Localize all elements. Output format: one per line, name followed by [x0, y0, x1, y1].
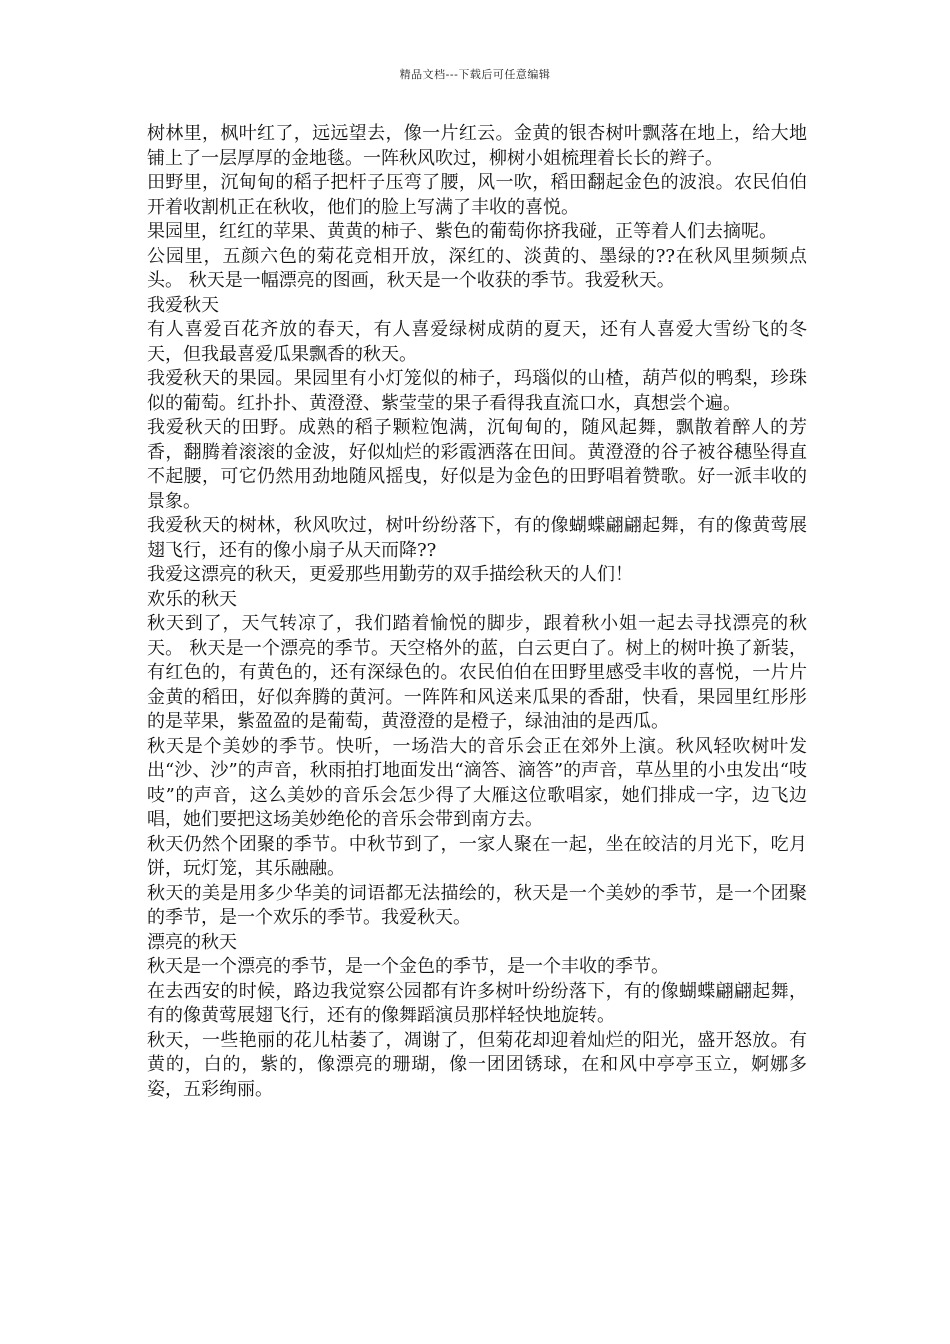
section-title: 我爱秋天 [147, 294, 219, 316]
section-title: 漂亮的秋天 [147, 931, 237, 953]
paragraph: 田野里，沉甸甸的稻子把杆子压弯了腰，风一吹，稻田翻起金色的波浪。农民伯伯开着收割机正在秋收，他们的脸上写满了丰收的喜悦。 [147, 172, 807, 218]
paragraph: 我爱秋天的果园。果园里有小灯笼似的柿子，玛瑙似的山楂，葫芦似的鸭梨，珍珠似的葡萄。红扑扑、黄澄澄、紫莹莹的果子看得我直流口水，真想尝个遍。 [147, 368, 807, 414]
paragraph: 秋天是个美妙的季节。快听，一场浩大的音乐会正在郊外上演。秋风轻吹树叶发出“沙、沙”的声音，秋雨拍打地面发出“滴答、滴答”的声音，草丛里的小虫发出“吱吱”的声音，这么美妙的音乐会怎少得了大雁这位歌唱家，她们排成一字，边飞边唱，她们要把这场美妙绝伦的音乐会带到南方去。 [147, 735, 807, 830]
paragraph: 我爱这漂亮的秋天，更爱那些用勤劳的双手描绘秋天的人们！ [147, 564, 633, 585]
page-header: 精品文档---下载后可任意编辑 [399, 68, 551, 81]
section-title: 欢乐的秋天 [147, 588, 237, 610]
paragraph: 秋天，一些艳丽的花儿枯萎了，凋谢了，但菊花却迎着灿烂的阳光，盛开怒放。有黄的，白的，紫的，像漂亮的珊瑚，像一团团锈球，在和风中亭亭玉立，婀娜多姿，五彩绚丽。 [147, 1029, 807, 1100]
paragraph: 树林里，枫叶红了，远远望去，像一片红云。金黄的银杏树叶飘落在地上，给大地铺上了一层厚厚的金地毯。一阵秋风吹过，柳树小姐梳理着长长的辫子。 [147, 123, 807, 169]
paragraph: 公园里，五颜六色的菊花竞相开放，深红的、淡黄的、墨绿的??在秋风里频频点头。 秋天是一幅漂亮的图画，秋天是一个收获的季节。我爱秋天。 [147, 245, 807, 291]
paragraph: 我爱秋天的树林，秋风吹过，树叶纷纷落下，有的像蝴蝶翩翩起舞，有的像黄莺展翅飞行，还有的像小扇子从天而降?? [147, 515, 807, 561]
paragraph: 有人喜爱百花齐放的春天，有人喜爱绿树成荫的夏天，还有人喜爱大雪纷飞的冬天，但我最喜爱瓜果飘香的秋天。 [147, 319, 807, 365]
paragraph: 秋天是一个漂亮的季节，是一个金色的季节，是一个丰收的季节。 [147, 956, 669, 977]
paragraph: 秋天仍然个团聚的季节。中秋节到了，一家人聚在一起，坐在皎洁的月光下，吃月饼，玩灯笼，其乐融融。 [147, 833, 807, 879]
document-body [147, 122, 807, 1102]
paragraph: 秋天到了，天气转凉了，我们踏着愉悦的脚步，跟着秋小姐一起去寻找漂亮的秋天。 秋天是一个漂亮的季节。天空格外的蓝，白云更白了。树上的树叶换了新装，有红色的，有黄色的，还有深绿色的。农民伯伯在田野里感受丰收的喜悦，一片片金黄的稻田，好似奔腾的黄河。一阵阵和风送来瓜果的香甜，快看，果园里红彤彤的是苹果，紫盈盈的是葡萄，黄澄澄的是橙子，绿油油的是西瓜。 [147, 613, 807, 732]
paragraph: 果园里，红红的苹果、黄黄的柿子、紫色的葡萄你挤我碰，正等着人们去摘呢。 [147, 221, 777, 242]
paragraph: 在去西安的时候，路边我觉察公园都有许多树叶纷纷落下，有的像蝴蝶翩翩起舞，有的像黄莺展翅飞行，还有的像舞蹈演员那样轻快地旋转。 [147, 980, 807, 1026]
paragraph: 秋天的美是用多少华美的词语都无法描绘的，秋天是一个美妙的季节，是一个团聚的季节，是一个欢乐的季节。我爱秋天。 [147, 882, 807, 928]
paragraph: 我爱秋天的田野。成熟的稻子颗粒饱满，沉甸甸的，随风起舞，飘散着醉人的芳香，翻腾着滚滚的金波，好似灿烂的彩霞洒落在田间。黄澄澄的谷子被谷穗坠得直不起腰，可它仍然用劲地随风摇曳，好似是为金色的田野唱着赞歌。好一派丰收的景象。 [147, 417, 807, 512]
